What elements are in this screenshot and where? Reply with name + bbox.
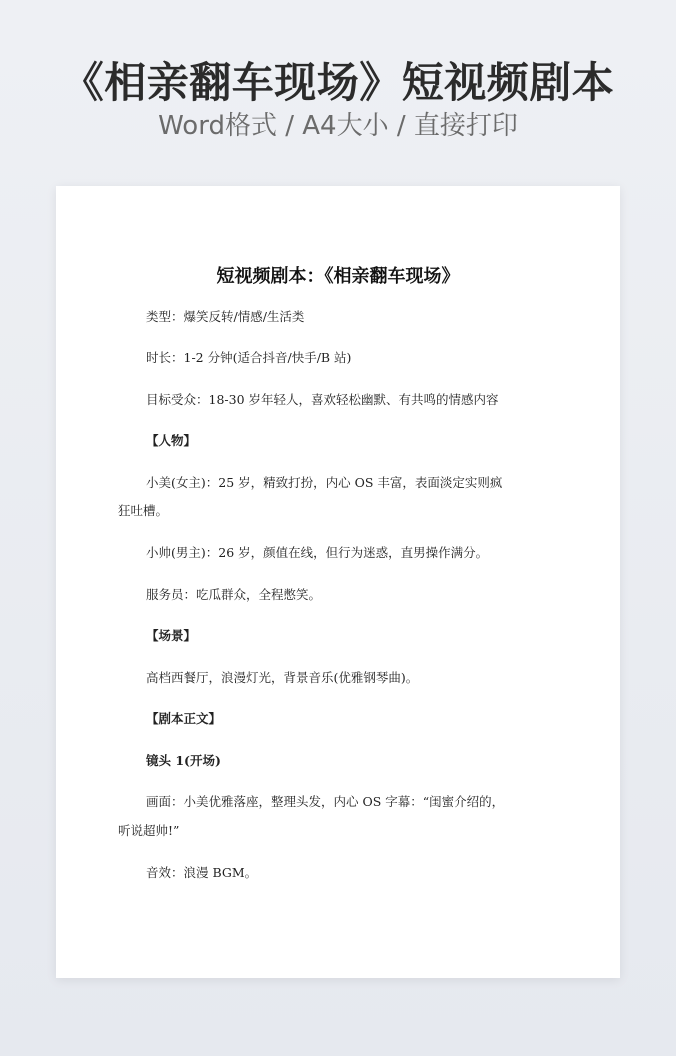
duration-line: 时长：1-2 分钟(适合抖音/快手/B 站) <box>146 350 352 365</box>
shot1-visual-line1: 画面：小美优雅落座，整理头发，内心 OS 字幕：“闺蜜介绍的， <box>146 794 505 809</box>
character-waiter: 服务员：吃瓜群众，全程憋笑。 <box>146 587 322 602</box>
script-heading: 【剧本正文】 <box>146 711 222 726</box>
shot1-visual-line2: 听说超帅!” <box>118 823 180 838</box>
document-page <box>56 186 620 978</box>
character-xiaoshuai: 小帅(男主)：26 岁，颜值在线，但行为迷惑，直男操作满分。 <box>146 545 489 560</box>
character-xiaomei-line1: 小美(女主)：25 岁，精致打扮，内心 OS 丰富，表面淡定实则疯 <box>146 475 503 490</box>
characters-heading: 【人物】 <box>146 433 197 448</box>
page-header <box>0 58 676 144</box>
page-title: 《相亲翻车现场》短视频剧本 <box>61 58 615 107</box>
audience-line: 目标受众：18-30 岁年轻人，喜欢轻松幽默、有共鸣的情感内容 <box>146 392 499 407</box>
shot1-heading: 镜头 1(开场) <box>146 753 221 768</box>
character-xiaomei-line2: 狂吐槽。 <box>118 503 169 518</box>
scene-heading: 【场景】 <box>146 628 197 643</box>
document-title: 短视频剧本：《相亲翻车现场》 <box>216 266 460 287</box>
shot1-sound: 音效：浪漫 BGM。 <box>146 865 258 880</box>
scene-description: 高档西餐厅，浪漫灯光，背景音乐(优雅钢琴曲)。 <box>146 670 419 685</box>
type-line: 类型：爆笑反转/情感/生活类 <box>146 309 305 324</box>
page-subtitle: Word格式 / A4大小 / 直接打印 <box>158 111 518 142</box>
